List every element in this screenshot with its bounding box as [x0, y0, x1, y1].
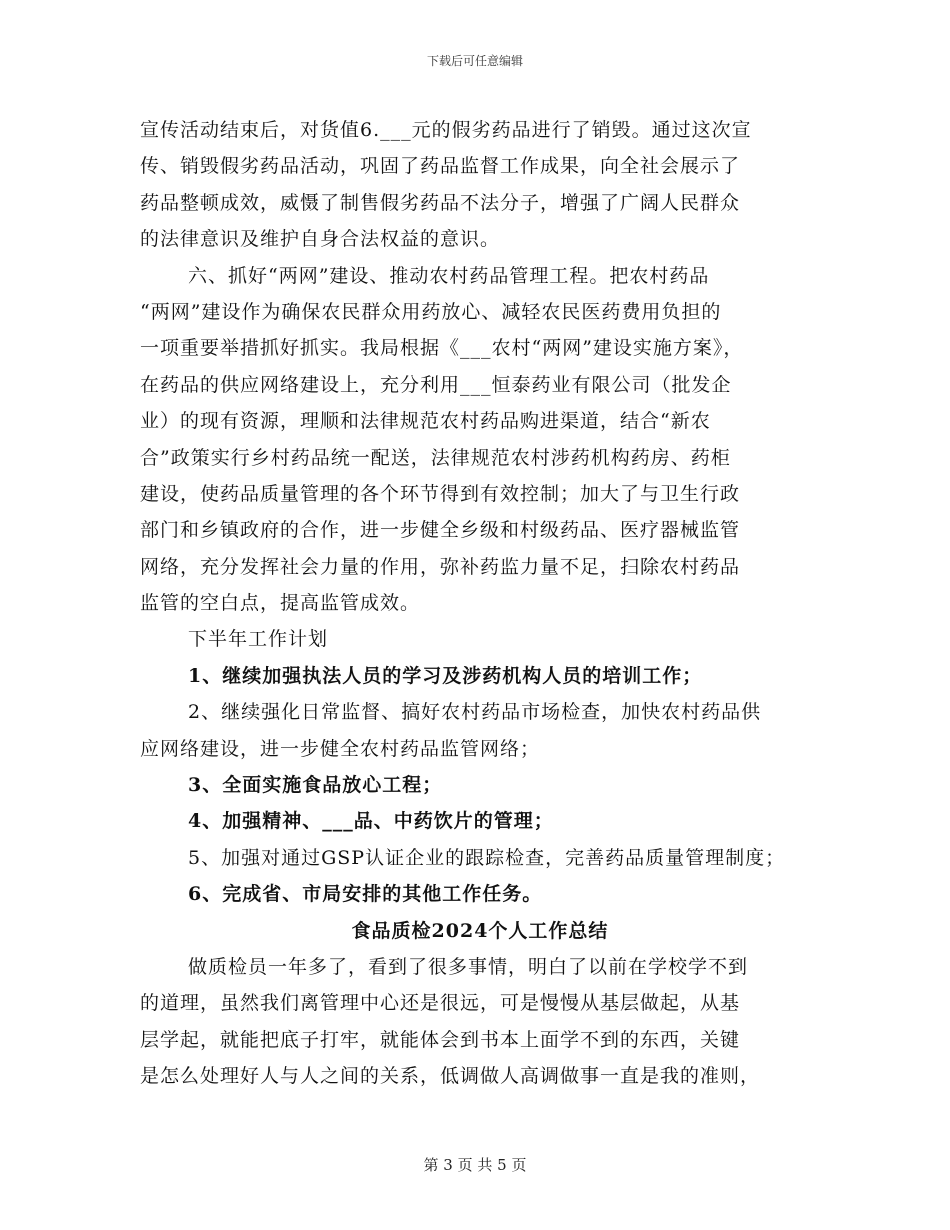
section-title: 食品质检2024个人工作总结 — [351, 919, 609, 942]
page-footer: 第 3 页 共 5 页 — [423, 1156, 527, 1174]
text-line: 一项重要举措抓好抓实。我局根据《___农村“两网”建设实施方案》， — [140, 337, 744, 360]
text-line: 合”政策实行乡村药品统一配送，法律规范农村涉药机构药房、药柜 — [140, 446, 731, 469]
text-line: 2、继续强化日常监督、搞好农村药品市场检查，加快农村药品供 — [188, 701, 762, 724]
text-line: 的道理，虽然我们离管理中心还是很远，可是慢慢从基层做起，从基 — [140, 992, 741, 1015]
text-line: 六、抓好“两网”建设、推动农村药品管理工程。把农村药品 — [188, 264, 710, 287]
text-line: 1、继续加强执法人员的学习及涉药机构人员的培训工作； — [188, 664, 703, 687]
text-line: 传、销毁假劣药品活动，巩固了药品监督工作成果，向全社会展示了 — [140, 155, 741, 178]
text-line: “两网”建设作为确保农民群众用药放心、减轻农民医药费用负担的 — [140, 300, 722, 323]
page-header: 下载后可任意编辑 — [426, 54, 523, 68]
text-line: 是怎么处理好人与人之间的关系，低调做人高调做事一直是我的准则， — [140, 1065, 761, 1088]
text-line: 监管的空白点，提高监管成效。 — [140, 592, 421, 615]
text-line: 药品整顿成效，威慑了制售假劣药品不法分子，增强了广阔人民群众 — [140, 191, 741, 214]
text-line: 在药品的供应网络建设上，充分利用___恒泰药业有限公司（批发企 — [140, 373, 732, 396]
text-line: 的法律意识及维护自身合法权益的意识。 — [140, 228, 501, 251]
text-line: 6、完成省、市局安排的其他工作任务。 — [188, 883, 543, 906]
text-line: 做质检员一年多了，看到了很多事情，明白了以前在学校学不到 — [188, 955, 749, 978]
text-line: 4、加强精神、___品、中药饮片的管理； — [188, 810, 554, 833]
text-line: 部门和乡镇政府的合作，进一步健全乡级和村级药品、医疗器械监管 — [140, 519, 741, 542]
text-line: 建设，使药品质量管理的各个环节得到有效控制；加大了与卫生行政 — [140, 482, 741, 505]
text-line: 网络，充分发挥社会力量的作用，弥补药监力量不足，扫除农村药品 — [140, 555, 741, 578]
text-line: 应网络建设，进一步健全农村药品监管网络； — [140, 737, 541, 760]
text-line: 层学起，就能把底子打牢，就能体会到书本上面学不到的东西，关键 — [140, 1028, 741, 1051]
text-line: 下半年工作计划 — [188, 628, 329, 651]
text-line: 5、加强对通过GSP认证企业的跟踪检查，完善药品质量管理制度； — [188, 846, 786, 869]
document-body — [140, 112, 820, 1095]
text-line: 3、全面实施食品放心工程； — [188, 774, 443, 797]
text-line: 宣传活动结束后，对货值6.___元的假劣药品进行了销毁。通过这次宣 — [140, 119, 752, 141]
text-line: 业）的现有资源，理顺和法律规范农村药品购进渠道，结合“新农 — [140, 410, 711, 433]
